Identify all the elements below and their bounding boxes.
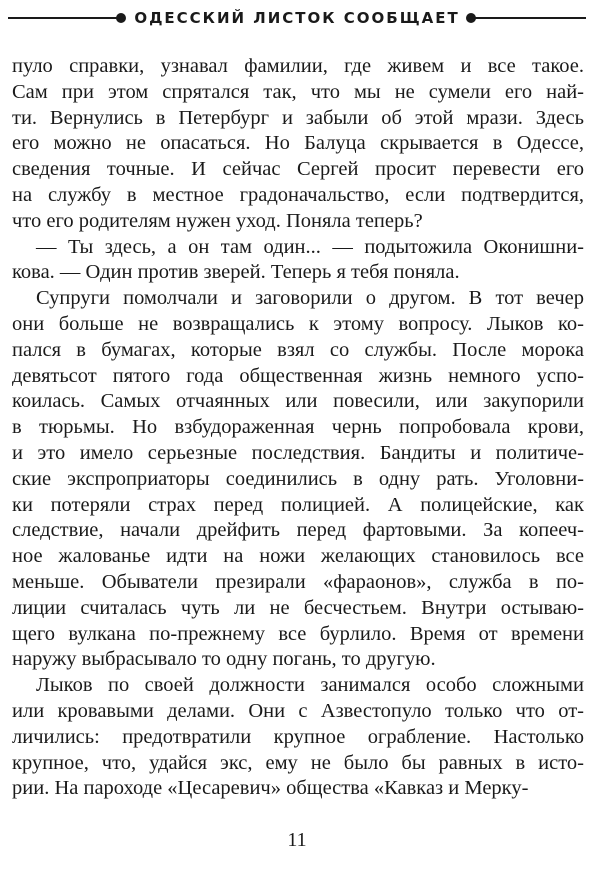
header-rule-left bbox=[8, 17, 118, 19]
header-rule-right bbox=[470, 17, 586, 19]
text-line: Супруги помолчали и заговорили о другом. В тот вечер bbox=[36, 287, 584, 310]
text-line: ное жалованье идти на ножи желающих становилось все bbox=[12, 545, 584, 568]
paragraph bbox=[12, 54, 584, 235]
text-line: — Ты здесь, а он там один... — подытожила Оконишни- bbox=[36, 235, 584, 258]
text-line: лиции считалась чуть ли не бесчестьем. Внутри остываю- bbox=[12, 596, 584, 619]
text-line: меньше. Обыватели презирали «фараонов», служба в по- bbox=[12, 570, 584, 593]
text-line: что его родителям нужен уход. Поняла теперь? bbox=[12, 209, 423, 232]
text-line: крупное, что, удайся экс, ему не было бы равных в исто- bbox=[12, 751, 584, 774]
paragraph bbox=[12, 286, 584, 673]
text-line: сведения точные. И сейчас Сергей просит перевести его bbox=[12, 158, 584, 181]
running-header bbox=[0, 6, 594, 30]
header-bullet-left bbox=[116, 13, 126, 23]
text-line: его можно не опасаться. Но Балуца скрывается в Одессе, bbox=[12, 132, 584, 155]
text-line: ти. Вернулись в Петербург и забыли об этой мрази. Здесь bbox=[12, 106, 584, 129]
text-line: щего вулкана по-прежнему все бурлило. Время от времени bbox=[12, 622, 584, 645]
text-line: или кровавыми делами. Они с Азвестопуло только что от- bbox=[12, 699, 584, 722]
text-line: пуло справки, узнавал фамилии, где живем и все такое. bbox=[12, 55, 584, 77]
text-line: они больше не возвращались к этому вопросу. Лыков ко- bbox=[12, 312, 584, 335]
text-line: Сам при этом спрятался так, что мы не сумели его най- bbox=[12, 80, 584, 103]
page-number: 11 bbox=[287, 829, 307, 851]
text-line: наружу выбрасывало то одну погань, то другую. bbox=[12, 648, 436, 671]
text-line: личились: предотвратили крупное ограбление. Настолько bbox=[12, 725, 584, 748]
text-line: ки потеряли страх перед полицией. А полицейские, как bbox=[12, 493, 584, 516]
paragraph bbox=[12, 235, 584, 287]
text-line: ские экспроприаторы соединились в одну рать. Уголовни- bbox=[12, 467, 584, 490]
text-line: девятьсот пятого года общественная жизнь немного успо- bbox=[12, 364, 584, 387]
text-line: и это имело серьезные последствия. Бандиты и политиче- bbox=[12, 441, 584, 464]
body-text bbox=[12, 54, 584, 802]
text-line: в тюрьмы. Но взбудораженная чернь попробовала крови, bbox=[12, 416, 584, 439]
paragraph bbox=[12, 673, 584, 802]
running-head-title: ОДЕССКИЙ ЛИСТОК СООБЩАЕТ bbox=[134, 9, 460, 27]
text-line: рии. На пароходе «Цесаревич» общества «Кавказ и Мерку- bbox=[12, 777, 529, 800]
text-line: на службу в местное градоначальство, если подтвердится, bbox=[12, 183, 584, 206]
text-line: пался в бумагах, которые взял со службы. После морока bbox=[12, 338, 584, 361]
text-line: кова. — Один против зверей. Теперь я тебя поняла. bbox=[12, 261, 460, 284]
text-line: Лыков по своей должности занимался особо сложными bbox=[36, 674, 584, 697]
text-line: следствие, начали дрейфить перед фартовыми. За копееч- bbox=[12, 519, 584, 542]
text-line: коилась. Самых отчаянных или повесили, или закупорили bbox=[12, 390, 584, 413]
